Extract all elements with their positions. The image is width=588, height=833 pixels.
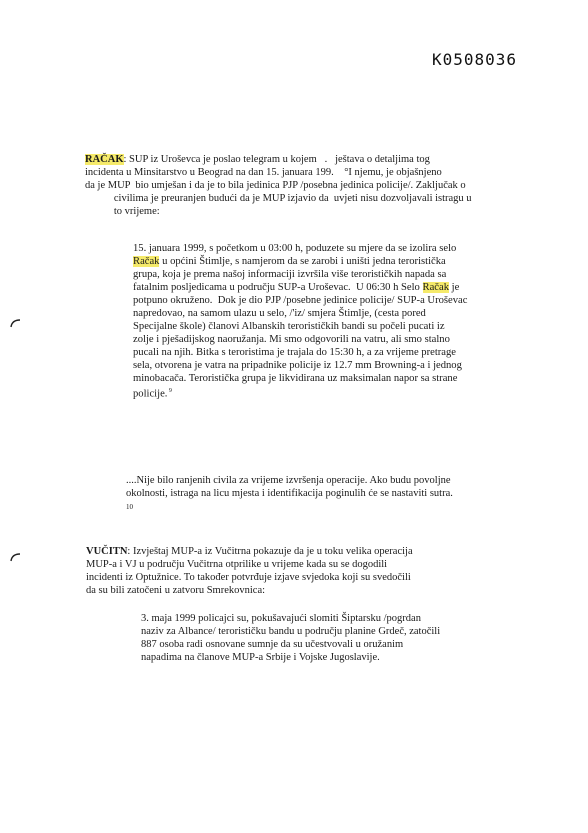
highlighted-term: Račak: [422, 282, 449, 293]
text-run: napredovao, na samom ulazu u selo, /'iz/ smjera Štimlje, (cesta pored: [133, 308, 426, 319]
text-line: [133, 333, 467, 346]
text-line: [86, 545, 413, 558]
text-line: [133, 372, 467, 385]
text-line: [141, 651, 440, 664]
text-run: Specijalne škole) članovi Albanskih terorističkih bandi su počeli pucati iz: [133, 321, 445, 332]
text-run: naziv za Albance/ terorističku bandu u području planine Grdeč, zatočili: [141, 626, 441, 637]
text-line: [133, 385, 467, 401]
text-line: [133, 346, 467, 359]
highlighted-term: RAČAK: [85, 154, 124, 165]
text-line: [133, 320, 467, 333]
racak-paragraph: [85, 153, 472, 218]
text-line: [133, 359, 467, 372]
text-run: 887 osoba radi osnovane sumnje da su učestvovali u oružanim: [141, 639, 404, 650]
text-line: [126, 474, 453, 487]
text-run: grupa, koja je prema našoj informaciji izvršila više terorističkih napada sa: [133, 269, 447, 280]
text-run: fatalnim posljedicama u području SUP-a Uroševac. U 06:30 h Selo: [133, 282, 423, 293]
text-line: [133, 307, 467, 320]
footnote-marker: 9: [167, 388, 172, 394]
text-line: [86, 584, 413, 597]
vucitrn-paragraph: [86, 545, 413, 597]
text-line: [85, 153, 472, 166]
text-run: MUP-a i VJ u području Vučitrna otprilike u vrijeme kada su se dogodili: [86, 559, 388, 570]
text-line: [133, 242, 467, 255]
text-line: [141, 638, 440, 651]
text-line: [85, 166, 472, 179]
text-line: [133, 255, 467, 268]
highlighted-term: Račak: [133, 256, 160, 267]
text-run: VUČITN: [86, 546, 128, 557]
text-run: to vrijeme:: [85, 206, 160, 217]
racak-quote-paragraph: [133, 242, 467, 401]
text-line: [126, 487, 453, 500]
text-run: pucali na njih. Bitka s teroristima je trajala do 15:30 h, a za vrijeme pretrage: [133, 347, 456, 358]
footnote-number: 10: [126, 503, 133, 511]
text-run: da su bili zatočeni u zatvoru Smrekovnica:: [86, 585, 266, 596]
text-run: policije.: [133, 388, 168, 400]
vucitrn-quote-paragraph: [141, 612, 440, 664]
text-run: zolje i pješadijskog naoružanja. Mi smo odgovorili na vatru, ali smo stalno: [133, 334, 450, 345]
text-run: potpuno okruženo. Dok je dio PJP /posebne jedinice policije/ SUP-a Uroševac: [133, 295, 468, 306]
text-line: [85, 179, 472, 192]
text-run: 15. januara 1999, s početkom u 03:00 h, poduzete su mjere da se izolira selo: [133, 243, 457, 254]
text-run: incidenta u Minsitarstvo u Beograd na dan 15. januara 199. °I njemu, je objašnjeno: [85, 167, 442, 178]
text-line: [133, 281, 467, 294]
text-run: je: [449, 282, 460, 293]
text-run: 3. maja 1999 policajci su, pokušavajući slomiti Šiptarsku /pogrdan: [141, 613, 421, 624]
document-id-stamp: K0508036: [432, 50, 518, 69]
margin-bracket-mark: [8, 318, 22, 328]
text-run: minobacača. Teroristička grupa je likvidirana uz maksimalan napor sa strane: [133, 373, 458, 384]
text-line: [85, 205, 472, 218]
text-run: civilima je preuranjen budući da je MUP izjavio da uvjeti nisu dozvoljavali istragu u: [85, 193, 472, 204]
text-run: incidenti iz Optužnice. To također potvrđuje izjave svjedoka koji su svedočili: [86, 572, 411, 583]
text-run: da je MUP bio umješan i da je to bila jedinica PJP /posebna jedinica policije/. Zaključak o: [85, 180, 466, 191]
text-run: u općini Štimlje, s namjerom da se zarobi i uništi jedna teroristička: [159, 256, 446, 267]
racak-note-paragraph: [126, 474, 453, 500]
text-line: [85, 192, 472, 205]
text-line: [86, 571, 413, 584]
text-line: [133, 268, 467, 281]
text-run: sela, otvorena je vatra na pripadnike policije iz 12.7 mm Browning-a i jednog: [133, 360, 462, 371]
text-run: napadima na članove MUP-a Srbije i Vojske Jugoslavije.: [141, 652, 380, 663]
text-run: okolnosti, istraga na licu mjesta i identifikacija poginulih će se nastaviti sutra.: [126, 488, 453, 499]
text-line: [141, 625, 440, 638]
text-run: ....Nije bilo ranjenih civila za vrijeme izvršenja operacije. Ako budu povoljne: [126, 475, 451, 486]
text-line: [141, 612, 440, 625]
margin-bracket-mark: [8, 552, 22, 562]
text-line: [133, 294, 467, 307]
text-run: : SUP iz Uroševca je poslao telegram u kojem . ještava o detaljima tog: [123, 154, 430, 165]
text-run: : Izvještaj MUP-a iz Vučitrna pokazuje da je u toku velika operacija: [127, 546, 413, 557]
text-line: [86, 558, 413, 571]
